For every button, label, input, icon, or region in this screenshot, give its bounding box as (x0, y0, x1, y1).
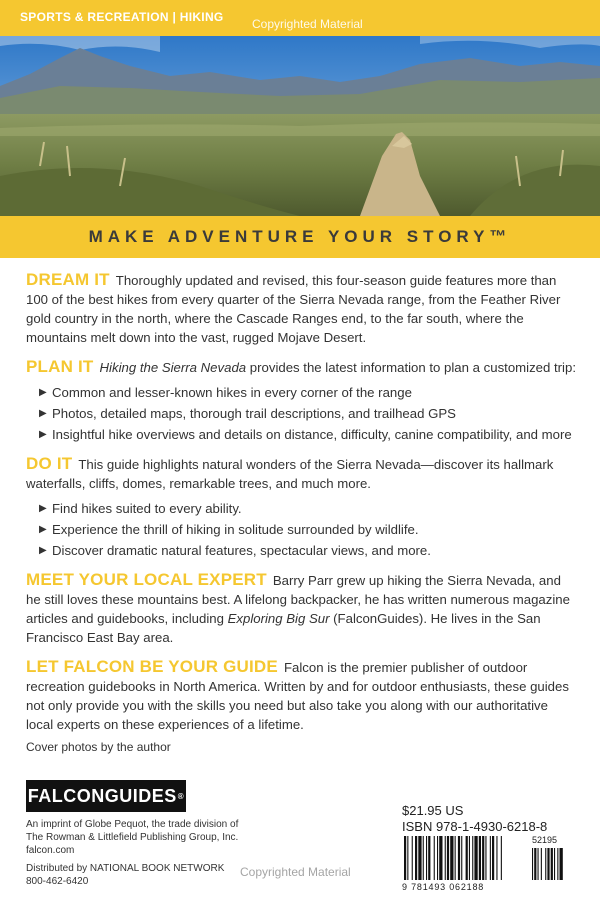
expert-heading: MEET YOUR LOCAL EXPERT (26, 570, 267, 589)
distributor-line: Distributed by NATIONAL BOOK NETWORK (26, 863, 225, 874)
landscape-image (0, 36, 600, 216)
list-item: ▶ Discover dramatic natural features, spectacular views, and more. (39, 543, 431, 558)
triangle-bullet-icon: ▶ (39, 524, 47, 535)
list-item: ▶ Insightful hike overviews and details on distance, difficulty, canine compatibility, and more (39, 427, 572, 442)
do-text: This guide highlights natural wonders of the Sierra Nevada—discover its hallmark waterfalls, cliffs, domes, remarkable trees, and much more. (26, 457, 554, 491)
expert-text-2: (FalconGuides). He lives in the San Francisco East Bay area. (26, 611, 541, 645)
price-label: $21.95 US (402, 803, 464, 818)
falcon-section (26, 657, 578, 734)
dream-section (26, 270, 578, 347)
expert-text-1: Barry Parr grew up hiking the Sierra Nevada, and he still loves these mountains best. A lifelong backpacker, he has written numerous magazine articles and guidebooks, including (26, 573, 570, 626)
plan-text: provides the latest information to plan a customized trip: (246, 360, 576, 375)
category-label: SPORTS & RECREATION | HIKING (20, 10, 224, 24)
list-item: ▶ Photos, detailed maps, thorough trail descriptions, and trailhead GPS (39, 406, 456, 421)
triangle-bullet-icon: ▶ (39, 545, 47, 556)
list-item: ▶ Find hikes suited to every ability. (39, 501, 242, 516)
barcode-digits: 9 781493 062188 (402, 882, 485, 892)
do-bullet-list (26, 499, 578, 560)
triangle-bullet-icon: ▶ (39, 408, 47, 419)
dream-heading: DREAM IT (26, 270, 110, 289)
plan-section (26, 357, 578, 377)
do-section (26, 454, 578, 493)
list-item: ▶ Experience the thrill of hiking in solitude surrounded by wildlife. (39, 522, 419, 537)
falconguides-logo (26, 780, 186, 812)
logo-text: FALCONGUIDES (27, 785, 177, 806)
list-item: ▶ Common and lesser-known hikes in every corner of the range (39, 385, 412, 400)
distributor-phone: 800-462-6420 (26, 876, 89, 887)
triangle-bullet-icon: ▶ (39, 503, 47, 514)
falcon-heading: LET FALCON BE YOUR GUIDE (26, 657, 278, 676)
expert-section (26, 570, 578, 647)
do-heading: DO IT (26, 454, 73, 473)
triangle-bullet-icon: ▶ (39, 429, 47, 440)
plan-bullet-list (26, 383, 578, 444)
publisher-line-2: The Rowman & Littlefield Publishing Group, Inc. (26, 832, 239, 843)
expert-book-title: Exploring Big Sur (227, 611, 330, 626)
plan-book-title: Hiking the Sierra Nevada (99, 360, 247, 375)
watermark-bottom: Copyrighted Material (240, 865, 351, 879)
plan-heading: PLAN IT (26, 357, 94, 376)
dream-text: Thoroughly updated and revised, this four-season guide features more than 100 of the best hikes from every quarter of the Sierra Nevada range, from the Feather River gold country in the north, where the Cascade Ranges end, to the far south, where the mountains melt down into the vast, rugged Mojave Desert. (26, 273, 561, 345)
falcon-text: Falcon is the premier publisher of outdoor recreation guidebooks in North America. Written by and for outdoor enthusiasts, these guides not only provide you with the skills you need but also take you along with our authoritative local experts on these experiences of a lifetime. (26, 660, 569, 732)
cover-photo (0, 36, 600, 216)
isbn-label: ISBN 978-1-4930-6218-8 (402, 819, 548, 834)
barcode-addon-digits: 52195 (532, 835, 558, 845)
watermark-top: Copyrighted Material (252, 17, 363, 31)
back-cover-copy (26, 270, 578, 757)
photo-credit: Cover photos by the author (26, 740, 171, 754)
tagline: MAKE ADVENTURE YOUR STORY™ (88, 227, 512, 246)
publisher-line-1: An imprint of Globe Pequot, the trade division of (26, 819, 239, 830)
publisher-site: falcon.com (26, 845, 75, 856)
triangle-bullet-icon: ▶ (39, 387, 47, 398)
registered-mark: ® (177, 791, 185, 801)
tagline-band (0, 216, 600, 258)
